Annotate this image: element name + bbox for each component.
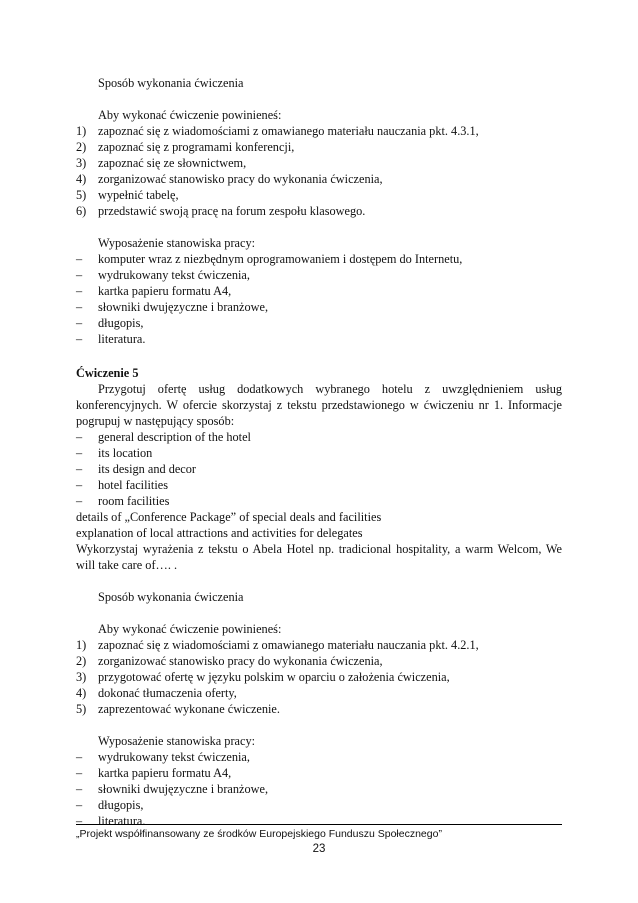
- list-marker: 1): [76, 638, 87, 652]
- method-heading-top: Sposób wykonania ćwiczenia: [98, 76, 244, 90]
- page-footer: [76, 824, 562, 856]
- list-item: [76, 781, 562, 797]
- list-item: [76, 797, 562, 813]
- list-item: [76, 477, 562, 493]
- list-item: [76, 749, 562, 765]
- steps-list-bottom: [76, 637, 562, 717]
- list-item-text: its design and decor: [98, 462, 197, 476]
- list-item: [76, 685, 562, 701]
- dash-marker: –: [76, 478, 83, 492]
- closing-paragraph: Wykorzystaj wyrażenia z tekstu o Abela Hotel np. tradicional hospitality, a warm Welcom, We will take care of…. .: [76, 542, 562, 572]
- list-item-text: wydrukowany tekst ćwiczenia,: [98, 268, 250, 282]
- list-marker: 5): [76, 188, 87, 202]
- steps-list-top: [76, 123, 562, 219]
- list-item: [76, 445, 562, 461]
- list-item-text: długopis,: [98, 798, 144, 812]
- list-item: [76, 187, 562, 203]
- exercise-title: Ćwiczenie 5: [76, 366, 139, 380]
- footer-project-note: „Projekt współfinansowany ze środków Europejskiego Funduszu Społecznego”: [76, 828, 442, 840]
- list-item: [76, 171, 562, 187]
- page-content: [76, 75, 562, 829]
- intro-top: Aby wykonać ćwiczenie powinieneś:: [98, 108, 282, 122]
- conference-package-line: details of „Conference Package” of special deals and facilities: [76, 510, 382, 524]
- dash-marker: –: [76, 284, 83, 298]
- list-marker: 6): [76, 204, 87, 218]
- list-item: [76, 139, 562, 155]
- list-item-text: kartka papieru formatu A4,: [98, 284, 232, 298]
- dash-marker: –: [76, 316, 83, 330]
- list-item: [76, 765, 562, 781]
- list-item-text: zapoznać się ze słownictwem,: [98, 156, 247, 170]
- method-heading-bottom: Sposób wykonania ćwiczenia: [98, 590, 244, 604]
- list-marker: 3): [76, 156, 87, 170]
- page-number: 23: [312, 843, 326, 855]
- list-item: [76, 123, 562, 139]
- list-item: [76, 267, 562, 283]
- list-item-text: general description of the hotel: [98, 430, 251, 444]
- list-item-text: hotel facilities: [98, 478, 168, 492]
- dash-marker: –: [76, 814, 83, 828]
- dash-marker: –: [76, 268, 83, 282]
- dash-marker: –: [76, 430, 83, 444]
- dash-marker: –: [76, 462, 83, 476]
- list-item-text: zaprezentować wykonane ćwiczenie.: [98, 702, 280, 716]
- list-item: [76, 251, 562, 267]
- list-item-text: literatura.: [98, 332, 146, 346]
- dash-marker: –: [76, 750, 83, 764]
- list-item-text: zorganizować stanowisko pracy do wykonania ćwiczenia,: [98, 172, 383, 186]
- list-item: [76, 461, 562, 477]
- dash-marker: –: [76, 798, 83, 812]
- list-item-text: room facilities: [98, 494, 170, 508]
- list-marker: 2): [76, 140, 87, 154]
- list-item-text: długopis,: [98, 316, 144, 330]
- list-item-text: literatura.: [98, 814, 146, 828]
- list-item-text: zapoznać się z wiadomościami z omawianego materiału nauczania pkt. 4.2.1,: [98, 638, 479, 652]
- list-item: [76, 653, 562, 669]
- list-marker: 3): [76, 670, 87, 684]
- list-item: [76, 315, 562, 331]
- list-item: [76, 299, 562, 315]
- intro-bottom: Aby wykonać ćwiczenie powinieneś:: [98, 622, 282, 636]
- dash-marker: –: [76, 300, 83, 314]
- equipment-list-top: [76, 251, 562, 347]
- dash-marker: –: [76, 252, 83, 266]
- list-item: [76, 493, 562, 509]
- list-item-text: przedstawić swoją pracę na forum zespołu klasowego.: [98, 204, 366, 218]
- exercise-paragraph: Przygotuj ofertę usług dodatkowych wybranego hotelu z uwzględnieniem usług konferencyjnych. W ofercie skorzystaj z tekstu przedstawionego w ćwiczeniu nr 1. Informacje pogrupuj w następujący sposób:: [76, 382, 562, 428]
- equipment-heading-top: Wyposażenie stanowiska pracy:: [98, 236, 256, 250]
- list-item: [76, 331, 562, 347]
- list-item: [76, 669, 562, 685]
- list-marker: 2): [76, 654, 87, 668]
- list-item: [76, 283, 562, 299]
- list-item: [76, 637, 562, 653]
- list-marker: 1): [76, 124, 87, 138]
- list-marker: 4): [76, 172, 87, 186]
- list-item-text: dokonać tłumaczenia oferty,: [98, 686, 237, 700]
- list-item-text: zorganizować stanowisko pracy do wykonania ćwiczenia,: [98, 654, 383, 668]
- list-item-text: wydrukowany tekst ćwiczenia,: [98, 750, 250, 764]
- list-marker: 4): [76, 686, 87, 700]
- list-item-text: komputer wraz z niezbędnym oprogramowaniem i dostępem do Internetu,: [98, 252, 463, 266]
- list-marker: 5): [76, 702, 87, 716]
- equipment-list-bottom: [76, 749, 562, 829]
- list-item-text: słowniki dwujęzyczne i branżowe,: [98, 300, 269, 314]
- list-item-text: wypełnić tabelę,: [98, 188, 179, 202]
- local-attractions-line: explanation of local attractions and activities for delegates: [76, 526, 363, 540]
- dash-marker: –: [76, 494, 83, 508]
- list-item: [76, 155, 562, 171]
- exercise-items-list: [76, 429, 562, 509]
- list-item-text: słowniki dwujęzyczne i branżowe,: [98, 782, 269, 796]
- list-item-text: its location: [98, 446, 153, 460]
- list-item: [76, 203, 562, 219]
- list-item-text: kartka papieru formatu A4,: [98, 766, 232, 780]
- list-item-text: przygotować ofertę w języku polskim w oparciu o założenia ćwiczenia,: [98, 670, 450, 684]
- list-item-text: zapoznać się z wiadomościami z omawianego materiału nauczania pkt. 4.3.1,: [98, 124, 479, 138]
- dash-marker: –: [76, 332, 83, 346]
- list-item-text: zapoznać się z programami konferencji,: [98, 140, 295, 154]
- dash-marker: –: [76, 766, 83, 780]
- dash-marker: –: [76, 446, 83, 460]
- list-item: [76, 429, 562, 445]
- equipment-heading-bottom: Wyposażenie stanowiska pracy:: [98, 734, 256, 748]
- dash-marker: –: [76, 782, 83, 796]
- list-item: [76, 701, 562, 717]
